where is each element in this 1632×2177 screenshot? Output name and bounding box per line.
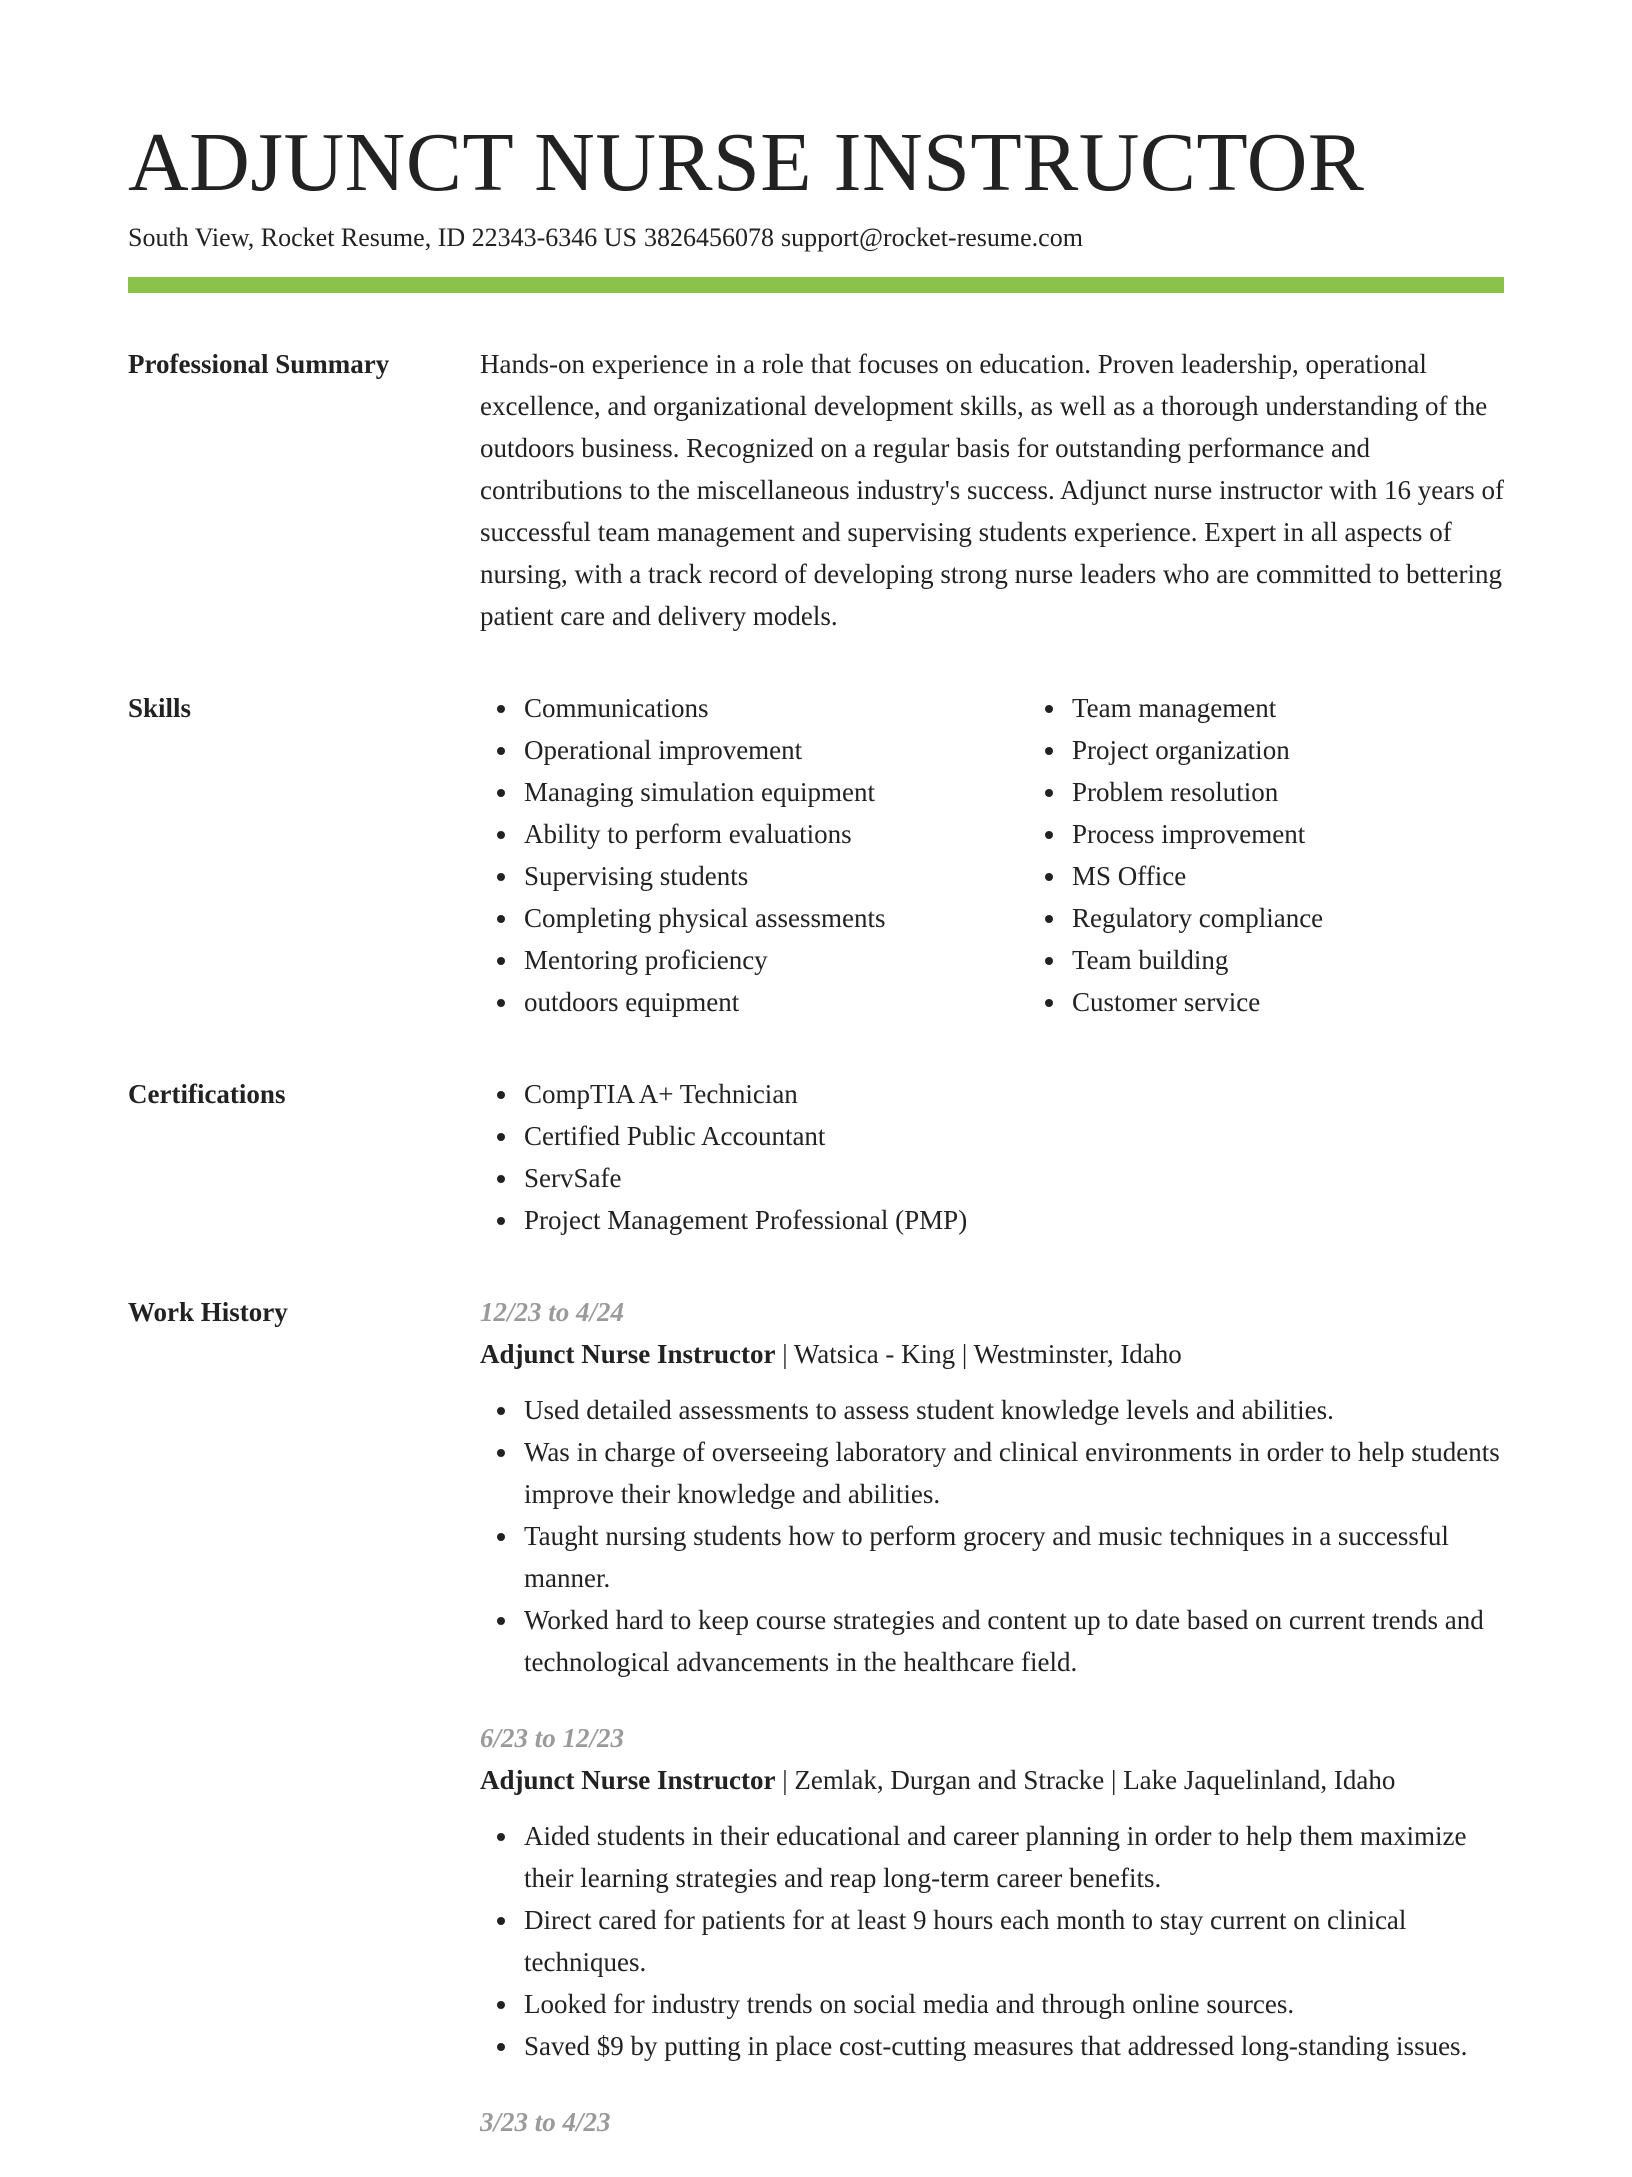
- skill-item: Customer service: [1072, 981, 1576, 1023]
- job-bullet: Used detailed assessments to assess student knowledge levels and abilities.: [524, 1389, 1504, 1431]
- contact-line: [128, 221, 1504, 255]
- job-bullet: Direct cared for patients for at least 9 hours each month to stay current on clinical techniques.: [524, 1899, 1504, 1983]
- skill-item: MS Office: [1072, 855, 1576, 897]
- skills-section: [128, 687, 1504, 1023]
- job-heading: [480, 1759, 1504, 1801]
- resume-title: ADJUNCT NURSE INSTRUCTOR: [128, 116, 1365, 209]
- certifications-body: [480, 1073, 1504, 1241]
- skills-list-left: [480, 687, 1028, 1023]
- skill-item: Communications: [524, 687, 1028, 729]
- skill-item: Mentoring proficiency: [524, 939, 1028, 981]
- certifications-section: [128, 1073, 1504, 1241]
- skill-item: Operational improvement: [524, 729, 1028, 771]
- job-entry: [480, 1291, 1504, 1683]
- skill-item: Completing physical assessments: [524, 897, 1028, 939]
- skills-body: [480, 687, 1576, 1023]
- certification-item: ServSafe: [524, 1157, 1504, 1199]
- skill-item: Process improvement: [1072, 813, 1576, 855]
- work-history-label: Work History: [128, 1296, 288, 1327]
- job-bullet: Worked hard to keep course strategies and content up to date based on current trends and technological advancements in the healthcare field.: [524, 1599, 1504, 1683]
- certification-item: Project Management Professional (PMP): [524, 1199, 1504, 1241]
- skill-item: Managing simulation equipment: [524, 771, 1028, 813]
- job-heading: [480, 1333, 1504, 1375]
- contact-address: South View, Rocket Resume, ID 22343-6346 US: [128, 222, 638, 252]
- summary-section: [128, 343, 1504, 637]
- summary-label: Professional Summary: [128, 348, 390, 379]
- job-title: Adjunct Nurse Instructor: [480, 1764, 776, 1795]
- skill-item: Team management: [1072, 687, 1576, 729]
- job-dates: 6/23 to 12/23: [480, 1722, 625, 1753]
- skill-item: Supervising students: [524, 855, 1028, 897]
- skill-item: outdoors equipment: [524, 981, 1028, 1023]
- job-dates: 3/23 to 4/23: [480, 2106, 611, 2137]
- job-bullets: [480, 1389, 1504, 1683]
- job-title: Adjunct Nurse Instructor: [480, 1338, 776, 1369]
- header-divider: [128, 277, 1504, 293]
- job-details: | Zemlak, Durgan and Stracke | Lake Jaquelinland, Idaho: [775, 1764, 1396, 1795]
- work-history-body: [480, 1291, 1504, 2177]
- job-bullet: Was in charge of overseeing laboratory and clinical environments in order to help students improve their knowledge and abilities.: [524, 1431, 1504, 1515]
- summary-body: [480, 343, 1504, 637]
- work-history-section: [128, 1291, 1504, 2177]
- resume-page: [128, 0, 1504, 2177]
- job-bullet: Aided students in their educational and career planning in order to help them maximize their learning strategies and reap long-term career benefits.: [524, 1815, 1504, 1899]
- certifications-list: [480, 1073, 1504, 1241]
- contact-phone: 3826456078: [644, 222, 775, 252]
- summary-text: Hands-on experience in a role that focuses on education. Proven leadership, operational excellence, and organizational development skills, as well as a thorough understanding of the outdoors business. Recognized on a regular basis for outstanding performance and contributions to the miscellaneous industry's success. Adjunct nurse instructor with 16 years of successful team management and supervising students experience. Expert in all aspects of nursing, with a track record of developing strong nurse leaders who are committed to bettering patient care and delivery models.: [480, 348, 1504, 631]
- skill-item: Problem resolution: [1072, 771, 1576, 813]
- skills-label: Skills: [128, 692, 192, 723]
- job-bullets: [480, 1815, 1504, 2067]
- job-entry: [480, 2101, 1504, 2143]
- job-details: | Watsica - King | Westminster, Idaho: [775, 1338, 1182, 1369]
- skill-item: Ability to perform evaluations: [524, 813, 1028, 855]
- skills-list-right: [1028, 687, 1576, 1023]
- job-dates: 12/23 to 4/24: [480, 1296, 625, 1327]
- certification-item: Certified Public Accountant: [524, 1115, 1504, 1157]
- job-bullet: Looked for industry trends on social media and through online sources.: [524, 1983, 1504, 2025]
- certification-item: CompTIA A+ Technician: [524, 1073, 1504, 1115]
- skill-item: Regulatory compliance: [1072, 897, 1576, 939]
- skill-item: Team building: [1072, 939, 1576, 981]
- job-entry: [480, 1717, 1504, 2067]
- certifications-label: Certifications: [128, 1078, 286, 1109]
- job-bullet: Saved $9 by putting in place cost-cutting measures that addressed long-standing issues.: [524, 2025, 1504, 2067]
- skill-item: Project organization: [1072, 729, 1576, 771]
- contact-email: support@rocket-resume.com: [781, 222, 1083, 252]
- job-bullet: Taught nursing students how to perform grocery and music techniques in a successful manner.: [524, 1515, 1504, 1599]
